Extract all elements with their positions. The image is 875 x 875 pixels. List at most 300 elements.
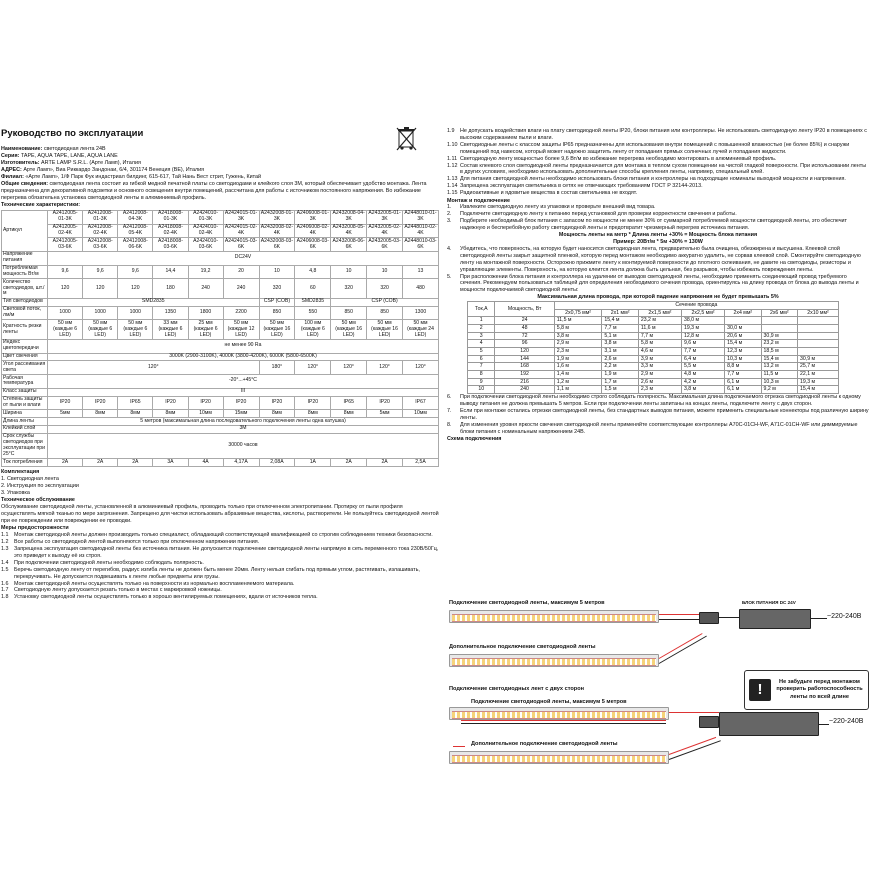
connection-diagram xyxy=(447,0,869,875)
item-text: Монтаж светодиодной ленты осуществлять только на поверхности из нормально воспламеняемого материала. xyxy=(14,580,295,587)
spec-value: IP20 xyxy=(223,396,259,410)
wire-cell: 4,2 м xyxy=(681,378,724,386)
item-text: Подключите светодиодную ленту к питанию перед установкой для проверки корректности свечения и работы. xyxy=(460,211,737,218)
wire-cell: 15,4 м xyxy=(761,355,797,363)
spec-value: 15мм xyxy=(223,410,259,418)
spec-article: A2418008-01-3K xyxy=(153,210,188,224)
list-item xyxy=(1,567,439,581)
spec-row xyxy=(2,320,439,340)
wire-cell: 144 xyxy=(495,355,554,363)
spec-label: Цвет свечения xyxy=(2,353,48,361)
spec-value: 480 xyxy=(403,279,439,299)
spec-table xyxy=(1,210,439,467)
item-text: При подключении светодиодной ленты необходимо соблюдать полярность. xyxy=(14,559,204,566)
spec-value: 120° xyxy=(367,361,403,375)
wire-cell: 2,9 м xyxy=(554,340,602,348)
spec-label: Тип светодиодов xyxy=(2,298,48,306)
komplekt-item: 3. Упаковка xyxy=(1,489,30,496)
spec-value: IP20 xyxy=(153,396,188,410)
spec-value: 240 xyxy=(223,279,259,299)
spec-value: 5мм xyxy=(48,410,83,418)
spec-label: Степень защиты от пыли и влаги xyxy=(2,396,48,410)
wire-head-tok: Ток,А xyxy=(468,302,495,317)
spec-value: 50 мм (каждые 24 LED) xyxy=(403,320,439,340)
diagram-label-3: Подключение светодиодной ленты, максимум 5 метров xyxy=(471,699,627,705)
wire-cell: 7,7 м xyxy=(681,348,724,356)
wire-cell: 9,2 м xyxy=(761,386,797,394)
wire-cell: 30,0 м xyxy=(725,325,761,333)
item-number: 1.5 xyxy=(1,566,9,573)
controller-box-2 xyxy=(699,716,719,728)
wire-cell: 120 xyxy=(495,348,554,356)
spec-label: Класс защиты xyxy=(2,388,48,396)
spec-value: 33 мм (каждые 6 LED) xyxy=(153,320,188,340)
wire-cell: 192 xyxy=(495,371,554,379)
spec-row xyxy=(2,306,439,320)
spec-value: 50 мм (каждые 16 LED) xyxy=(331,320,367,340)
item-number: 1.15 xyxy=(447,190,458,197)
wire-cell: 3 xyxy=(468,332,495,340)
spec-value: 1800 xyxy=(188,306,223,320)
spec-value: 1000 xyxy=(48,306,83,320)
spec-value: 2А xyxy=(48,459,83,467)
item-text: Запрещена эксплуатация светодиодной ленты без источника питания. Не допускается подключение светодиодной ленты напрямую в сеть переменного тока 230В/50Гц, это приведет к выходу её из строя. xyxy=(14,546,439,559)
komplekt-heading: Комплектация xyxy=(1,469,40,476)
wire-cell: 1,2 м xyxy=(554,378,602,386)
warning-text: Не забудьте перед монтажом проверить работоспособность ленты по всей длине xyxy=(776,679,863,700)
item-text: Установку светодиодной ленты осуществлять только в хорошо вентилируемых помещениях, вдали от источников тепла. xyxy=(14,594,318,601)
spec-value: 320 xyxy=(367,279,403,299)
komplekt-item: 1. Светодиодная лента xyxy=(1,475,59,482)
wire-cell: 2,3 м xyxy=(638,386,681,394)
spec-label: Угол рассеивания света xyxy=(2,361,48,375)
wire-black-2 xyxy=(659,636,707,664)
spec-value: 1000 xyxy=(118,306,153,320)
left-column xyxy=(1,128,439,601)
spec-value: 850 xyxy=(367,306,403,320)
wire-cell: 15,4 м xyxy=(602,317,638,325)
spec-row xyxy=(2,353,439,361)
spec-value: CSP (COB) xyxy=(331,298,439,306)
wire-cell: 4 xyxy=(468,340,495,348)
item-number: 1.9 xyxy=(447,128,455,134)
spec-value: 10 xyxy=(259,265,295,279)
wire-black-1 xyxy=(659,619,699,620)
item-number: 1.8 xyxy=(1,594,9,601)
wire-cell: 240 xyxy=(495,386,554,394)
spec-article: A2432008-06-6K xyxy=(332,237,365,250)
spec-value: 550 xyxy=(295,306,331,320)
spec-row xyxy=(2,339,439,353)
spec-article: A2412008-01-3K xyxy=(83,210,118,224)
spec-value: 850 xyxy=(259,306,295,320)
wire-cell: 4,6 м xyxy=(638,348,681,356)
info-label: Изготовитель: xyxy=(1,159,40,166)
service-heading: Техническое обслуживание xyxy=(1,497,75,504)
list-item xyxy=(1,560,439,567)
wire-size: 2х0,75 мм² xyxy=(554,309,602,317)
spec-row xyxy=(2,251,439,265)
wire-cell: 10 xyxy=(468,386,495,394)
wire-cell: 7,7 м xyxy=(725,371,761,379)
item-number: 7. xyxy=(447,407,452,414)
item-number: 5. xyxy=(447,273,452,280)
item-number: 1.7 xyxy=(1,587,9,594)
spec-article: A2412005-01-3K xyxy=(48,210,83,224)
list-item xyxy=(1,594,439,601)
spec-article: A2406008-03-6K xyxy=(296,237,329,250)
spec-value: 320 xyxy=(331,279,367,299)
wire-red-2 xyxy=(659,633,703,659)
spec-value: 10 xyxy=(367,265,403,279)
spec-value: 2,08А xyxy=(259,459,295,467)
item-number: 1.1 xyxy=(1,532,9,539)
list-item xyxy=(1,546,439,560)
wire-cell: 11,5 м xyxy=(761,371,797,379)
spec-label: Длина ленты xyxy=(2,418,48,426)
spec-value: 180 xyxy=(153,279,188,299)
spec-article: A2412008-03-6K xyxy=(83,238,118,252)
item-number: 1.6 xyxy=(1,580,9,587)
wire-cell: 25,7 м xyxy=(798,363,839,371)
spec-row xyxy=(2,375,439,389)
wire-size: 2х10 мм² xyxy=(798,309,839,317)
led-strip-2 xyxy=(449,654,659,667)
spec-label: Клейкий слой xyxy=(2,425,48,433)
item-text: Запрещена эксплуатация светильника в сетях не отвечающих требованиям ГОСТ Р 32144-2013. xyxy=(460,183,703,190)
wire-cell: 2,9 м xyxy=(638,371,681,379)
spec-value: 120° xyxy=(48,361,260,375)
exclamation-icon: ! xyxy=(749,679,771,701)
wire-cell: 9,6 м xyxy=(681,340,724,348)
item-text: При подключении светодиодной ленты необходимо строго соблюдать полярность. Максимальная длина подключаемого отрезка светодиодной ленты к одному выводу питания не должна превышать 5 метров. Если при подключении ленты запитаны на концах ленты, подключите ленту с двух сторон. xyxy=(460,394,861,407)
spec-row xyxy=(2,396,439,410)
spec-value: III xyxy=(48,388,439,396)
spec-label: Световой поток, лм/м xyxy=(2,306,48,320)
spec-article: A2412005-03-6K xyxy=(48,238,83,252)
item-text: Если при монтаже остались отрезки светодиодной ленты, без стандартных выводов питания, можете применить специальные коннекторы под различную ширину ленты. xyxy=(460,407,869,421)
info-text: TAPE, AQUA TAPE, LANE, AQUA LANE xyxy=(19,153,118,160)
led-strip-3 xyxy=(449,707,669,720)
wire-cell: 216 xyxy=(495,378,554,386)
wire-cell: 10,3 м xyxy=(725,355,761,363)
spec-value: 120° xyxy=(295,361,331,375)
spec-article: A2448010-02-4K xyxy=(404,224,437,236)
wire-red-4b xyxy=(669,737,716,755)
item-number: 2. xyxy=(447,211,452,218)
spec-value: 5мм xyxy=(367,410,403,418)
spec-article: A2418008-03-6K xyxy=(153,238,188,252)
spec-value: IP20 xyxy=(83,396,118,410)
spec-value: 10мм xyxy=(403,410,439,418)
spec-article: A2418008-02-4K xyxy=(153,224,188,238)
spec-value: 320 xyxy=(259,279,295,299)
wire-ctrl xyxy=(719,617,739,618)
wire-size: 2х6 мм² xyxy=(761,309,797,317)
spec-value: 8мм xyxy=(259,410,295,418)
info-label: АДРЕС: xyxy=(1,166,22,173)
wire-cell: 1,4 м xyxy=(554,371,602,379)
spec-value: 2А xyxy=(83,459,118,467)
warning-box xyxy=(744,670,869,710)
spec-label: Потребляемая мощность Вт/м xyxy=(2,265,48,279)
komplekt-item: 2. Инструкция по эксплуатации xyxy=(1,482,79,489)
info-text: ARTE LAMP S.R.L. (Арте Ламп), Италия xyxy=(39,159,141,166)
komplekt-list xyxy=(1,476,439,497)
spec-label: Ширина xyxy=(2,410,48,418)
spec-label: Кратность резки ленты xyxy=(2,320,48,340)
wire-cell: 2,6 м xyxy=(602,355,638,363)
spec-value: 13 xyxy=(403,265,439,279)
spec-value: 3М xyxy=(48,425,439,433)
spec-value: 120 xyxy=(48,279,83,299)
formula-line-1: Мощность ленты на метр * Длина ленты +30% = Мощность блока питания xyxy=(558,232,758,239)
list-item xyxy=(1,539,439,546)
wire-head-section: Сечение провода xyxy=(554,302,838,310)
spec-value: 14,4 xyxy=(153,265,188,279)
spec-row xyxy=(2,410,439,418)
info-line xyxy=(1,181,439,202)
item-text: Светодиодные ленты с классом защиты IP65 предназначены для использования внутри помещений с повышенной влажностью (не более 85%) и снаружи помещений под навесом, который может надежно защитить ленту от попадания прямых солнечных лучей и попадания жидкости. xyxy=(460,141,850,155)
spec-value: 2,5А xyxy=(403,459,439,467)
item-number: 3. xyxy=(447,218,452,225)
item-text: Беречь светодиодную ленту от перегибов, радиус изгиба ленты не должен быть менее 20мм. Ленту нельзя сгибать под прямым углом, растягивать, излашивать, перекручивать. Не допускается подвешивать к ленте любые предметы или грузы. xyxy=(14,566,420,580)
spec-value: 10мм xyxy=(188,410,223,418)
spec-value: IP20 xyxy=(295,396,331,410)
spec-value: 2200 xyxy=(223,306,259,320)
spec-value: 4,17А xyxy=(223,459,259,467)
spec-value: не менее 90 Ra xyxy=(48,339,439,353)
spec-value: 8мм xyxy=(118,410,153,418)
voltage-label-1: ~220-240В xyxy=(827,613,862,620)
spec-row xyxy=(2,459,439,467)
wire-cell: 1 xyxy=(468,317,495,325)
item-number: 1.4 xyxy=(1,559,9,566)
item-number: 6. xyxy=(447,394,452,401)
spec-article: A2432008-03-6K xyxy=(260,237,294,250)
wire-cell: 2,6 м xyxy=(638,378,681,386)
item-number: 1. xyxy=(447,204,452,211)
info-text: «Арте Ламп», 1/Ф Парк Фук индастриал билдинг, 615-617, Тай Нань Вест стрит, Гужень, Китай xyxy=(23,173,262,180)
spec-article: A2448010-03-6K xyxy=(404,237,437,250)
spec-value: DC24V xyxy=(48,251,439,265)
voltage-label-2: ~220-240В xyxy=(829,718,864,725)
wire-cell: 12,3 м xyxy=(725,348,761,356)
spec-row xyxy=(2,279,439,299)
spec-value: 50 мм (каждые 6 LED) xyxy=(118,320,153,340)
safety-heading: Меры предосторожности xyxy=(1,525,69,532)
spec-row xyxy=(2,361,439,375)
spec-value: 50 мм (каждые 12 LED) xyxy=(223,320,259,340)
item-text: Подберите необходимый блок питания с запасом по мощности не менее 30% от суммарной потребляемой мощности светодиодной ленты, это обеспечит надежную и бесперебойную работу светодиодной ленты и предотвратит чрезмерный перегрев источника питания. xyxy=(460,218,847,232)
wire-cell: 4,8 м xyxy=(681,371,724,379)
spec-article: A2432008-01-3K xyxy=(260,210,294,223)
two-side-heading: Подключение светодиодных лент с двух сторон xyxy=(449,686,584,692)
wire-cell: 1,1 м xyxy=(554,386,602,394)
spec-value: 1А xyxy=(295,459,331,467)
info-line xyxy=(1,160,439,167)
wire-cell: 2 xyxy=(468,325,495,333)
spec-value: SMD2835 xyxy=(48,298,260,306)
led-strip-1 xyxy=(449,610,659,623)
spec-value: 50 мм (каждые 6 LED) xyxy=(48,320,83,340)
power-supply-box-2 xyxy=(719,712,819,736)
wire-cell: 22,1 м xyxy=(798,371,839,379)
spec-value: 30000 часов xyxy=(48,433,439,458)
item-number: 1.13 xyxy=(447,176,458,183)
general-info xyxy=(1,146,439,201)
service-text: Обслуживание светодиодной ленты, установленной в алюминиевый профиль, проводить только при отключенном электропитании. Протирку от пыли профиля осуществлять мягкой тканью по мере загрязнения. Запрещено для чистки использовать абразивные вещества, кислоты, растворители. Не пользуйтесь светодиодной лентой при ее повреждении или повреждении ее проводки. xyxy=(1,504,439,524)
wire-cell: 23,2 м xyxy=(638,317,681,325)
spec-value: 3А xyxy=(153,459,188,467)
spec-value: 180° xyxy=(259,361,295,375)
wire-cell: 3,8 м xyxy=(602,340,638,348)
spec-value: CSP (COB) xyxy=(259,298,295,306)
spec-value: 25 мм (каждые 6 LED) xyxy=(188,320,223,340)
wire-cell: 13,2 м xyxy=(761,363,797,371)
wire-head-power: Мощность, Вт xyxy=(495,302,554,317)
wire-cell: 2,2 м xyxy=(602,363,638,371)
spec-row xyxy=(2,433,439,458)
info-line xyxy=(1,146,439,153)
wire-cell: 10,3 м xyxy=(761,378,797,386)
spec-article-row xyxy=(2,238,439,252)
spec-value: 4А xyxy=(188,459,223,467)
item-text: При расположении блока питания и контроллера на удалении от выводов светодиодной ленты, необходимо применять соединяющий провод требуемого сечения. Рекомендуем пользоваться таблицей для определения необходимого сечения провода, ориентируясь на длину провода от блока до вывода ленты и мощности подключаемой светодиодной ленты: xyxy=(460,273,859,294)
power-block-label: БЛОК ПИТАНИЯ DC 24V xyxy=(742,600,796,605)
item-text: Убедитесь, что поверхность, на которую будет наносится светодиодная лента, предварительно была очищена, обезжирена и высушена. Клеевой слой светодиодной ленты закрыт защитной пленкой, которую перед монтажом необходимо аккуратно удалить, не сорвав клеевой слой. Смонтируйте светодиодную ленту на монтажной поверхности. Осторожно прижмите ленту к монтируемой поверхности до плотного склеивания, не давите на светодиоды, резисторы и управляющие элементы. Поверхность, на которую клеится лента должна быть цельная, без разрывов, чтобы избежать повреждения ленты. xyxy=(460,245,861,273)
power-supply-box xyxy=(739,609,811,629)
spec-value: 50 мм (каждые 16 LED) xyxy=(259,320,295,340)
spec-value: 20 xyxy=(223,265,259,279)
spec-value: 1350 xyxy=(153,306,188,320)
spec-row xyxy=(2,298,439,306)
wire-cell: 24 xyxy=(495,317,554,325)
spec-value: 2А xyxy=(367,459,403,467)
spec-article: A2424010-02-4K xyxy=(188,224,223,238)
wire-cell: 9 xyxy=(468,378,495,386)
item-text: Монтаж светодиодной ленты должен производить только специалист, обладающий соответствующей квалификацией со строгим соблюдением техники безопасности. xyxy=(14,532,433,539)
spec-value: IP20 xyxy=(367,396,403,410)
wire-cell: 3,8 м xyxy=(554,332,602,340)
wire-cell: 1,9 м xyxy=(554,355,602,363)
spec-article: A2424015-03-6K xyxy=(224,237,258,250)
item-number: 1.10 xyxy=(447,141,458,148)
spec-value: 5 метров (максимальная длина последовательного подключения ленты одна катушка) xyxy=(48,418,439,426)
wire-cell: 19,3 м xyxy=(798,378,839,386)
formula-line-2: Пример: 20Вт/м * 5м +30% = 130W xyxy=(613,239,703,245)
spec-value: 8мм xyxy=(295,410,331,418)
spec-value: 8мм xyxy=(153,410,188,418)
spec-value: -20°...+45°C xyxy=(48,375,439,389)
wire-red-1 xyxy=(659,614,699,615)
spec-row xyxy=(2,425,439,433)
spec-value: 120 xyxy=(83,279,118,299)
item-text: Для питания светодиодной ленты необходимо использовать блоки питания и контроллеры на подходящие номиналы выходной мощности и напряжения. xyxy=(460,176,846,183)
spec-value: 100 мм (каждые 6 LED) xyxy=(295,320,331,340)
diagram-label-1: Подключение светодиодной ленты, максимум 5 метров xyxy=(449,600,605,606)
spec-value: 19,2 xyxy=(188,265,223,279)
wire-size: 2х2,5 мм² xyxy=(681,309,724,317)
spec-value: 4,8 xyxy=(295,265,331,279)
item-number: 4. xyxy=(447,245,452,252)
wire-cell: 15,4 м xyxy=(725,340,761,348)
spec-value: 9,6 xyxy=(118,265,153,279)
spec-article: A2412008-06-6K xyxy=(118,238,153,252)
spec-value: 8мм xyxy=(83,410,118,418)
wire-cell: 8 xyxy=(468,371,495,379)
spec-article: A2432008-04-3K xyxy=(332,210,365,223)
item-number: 1.2 xyxy=(1,539,9,546)
wire-cell: 1,5 м xyxy=(602,386,638,394)
wire-cell: 1,9 м xyxy=(602,371,638,379)
info-label: Филиал: xyxy=(1,173,24,180)
item-number: 8. xyxy=(447,421,452,428)
wire-cell: 11,6 м xyxy=(638,325,681,333)
spec-article: A2432005-01-3K xyxy=(368,210,401,223)
wire-cell: 11,5 м xyxy=(554,317,602,325)
spec-article: A2406008-01-3K xyxy=(296,210,329,223)
spec-article: A2412008-04-3K xyxy=(118,210,153,224)
info-label: Наименование: xyxy=(1,146,43,153)
diagram-label-2: Дополнительное подключение светодиодной ленты xyxy=(449,644,596,650)
spec-value: 50 мм (каждые 6 LED) xyxy=(83,320,118,340)
spec-label: Артикул xyxy=(2,210,48,251)
wire-cell: 23,2 м xyxy=(761,340,797,348)
wire-cell: 2,3 м xyxy=(554,348,602,356)
wire-ac-2 xyxy=(819,724,829,725)
wire-table-title: Максимальная длина провода, при которой падение напряжения не будет превышать 5% xyxy=(537,294,779,301)
info-line xyxy=(1,167,439,174)
spec-value: 9,6 xyxy=(48,265,83,279)
spec-value: 2А xyxy=(331,459,367,467)
spec-value: IP65 xyxy=(331,396,367,410)
spec-value: 120 xyxy=(118,279,153,299)
wire-cell: 5 xyxy=(468,348,495,356)
item-number: 1.12 xyxy=(447,162,458,169)
wire-cell: 3,9 м xyxy=(638,355,681,363)
item-text: Состав клеевого слоя светодиодной ленты предназначается для монтажа в теплом сухом помещении на чистой гладкой поверхности. При использовании ленты в других условиях, необходимо использовать дополнительные способы крепления ленты, например, специальный клей. xyxy=(460,162,867,176)
spec-value: 2А xyxy=(118,459,153,467)
spec-article: A2432008-02-4K xyxy=(260,224,294,236)
spec-row xyxy=(2,388,439,396)
spec-value: 120° xyxy=(331,361,367,375)
wire-cell: 30,9 м xyxy=(798,355,839,363)
wire-cell: 3,3 м xyxy=(638,363,681,371)
spec-value: IP20 xyxy=(259,396,295,410)
wire-cell: 5,8 м xyxy=(554,325,602,333)
wire-cell: 3,8 м xyxy=(681,386,724,394)
wire-cell: 7 xyxy=(468,363,495,371)
spec-article: A2412005-02-4K xyxy=(48,224,83,238)
spec-article: A2448010-01-3K xyxy=(404,210,437,223)
wire-cell: 72 xyxy=(495,332,554,340)
spec-label: Индекс цветопередачи xyxy=(2,339,48,353)
wire-cell: 6,1 м xyxy=(725,386,761,394)
spec-value: 9,6 xyxy=(83,265,118,279)
spec-article: A2424015-02-4K xyxy=(224,224,258,236)
spec-value: IP65 xyxy=(118,396,153,410)
wire-red-3 xyxy=(461,720,666,721)
wire-cell: 7,7 м xyxy=(638,332,681,340)
spec-label: Количество светодиодов, шт./м xyxy=(2,279,48,299)
wire-red-4 xyxy=(453,746,465,747)
info-line xyxy=(1,153,439,160)
wire-cell: 38,0 м xyxy=(681,317,724,325)
spec-label: Ток потребления xyxy=(2,459,48,467)
info-text: светодиодная лента состоит из гибкой медной печатной платы со светодиодами и клейкого слоя 3M, который обеспечивает удобство монтажа. Лента предназначена для декоративной подсветки и основного освещения внутри помещений, рассчитана для работы с источником постоянного напряжения. Во избежание перегрева обязательна установка светодиодной ленты в алюминиевый профиль. xyxy=(1,180,427,201)
spec-article: A2412008-02-4K xyxy=(83,224,118,238)
